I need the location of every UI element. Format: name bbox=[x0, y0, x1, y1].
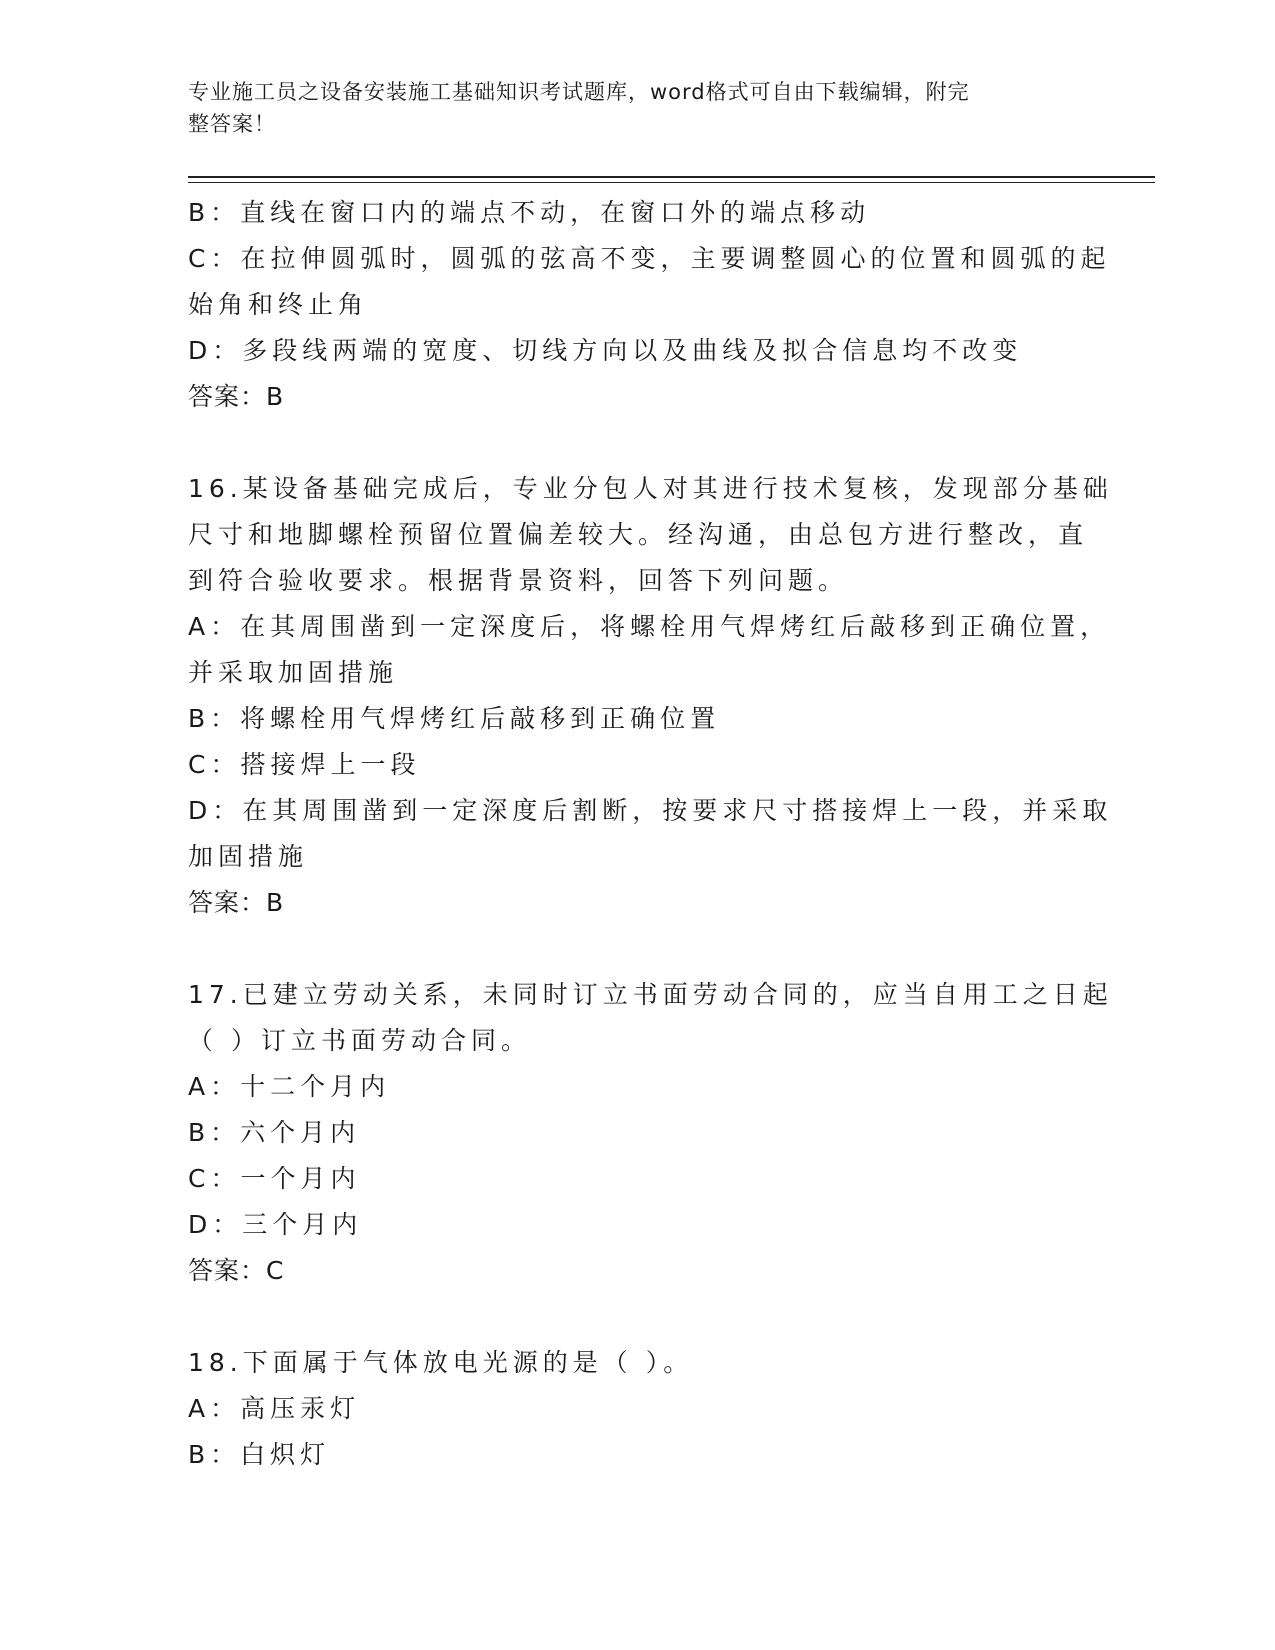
option-line: D：在其周围凿到一定深度后割断，按要求尺寸搭接焊上一段，并采取 bbox=[188, 796, 1113, 825]
answer-line: 答案：C bbox=[188, 1256, 285, 1285]
question-stem-line: 18.下面属于气体放电光源的是（ ）。 bbox=[188, 1348, 694, 1377]
spacer bbox=[188, 1294, 1088, 1340]
question-15-tail bbox=[188, 190, 1111, 420]
question-16 bbox=[188, 466, 1113, 926]
question-stem-line: 尺寸和地脚螺栓预留位置偏差较大。经沟通，由总包方进行整改，直 bbox=[188, 520, 1089, 549]
option-line: A：十二个月内 bbox=[188, 1072, 391, 1101]
question-18 bbox=[188, 1340, 1088, 1478]
question-stem-line: 16.某设备基础完成后，专业分包人对其进行技术复核，发现部分基础 bbox=[188, 474, 1113, 503]
document-header bbox=[188, 76, 1068, 140]
option-line: B：将螺栓用气焊烤红后敲移到正确位置 bbox=[188, 704, 721, 733]
option-line: C：搭接焊上一段 bbox=[188, 750, 421, 779]
option-line: B：直线在窗口内的端点不动，在窗口外的端点移动 bbox=[188, 198, 871, 227]
option-line: 加固措施 bbox=[188, 842, 309, 871]
option-line: B：六个月内 bbox=[188, 1118, 361, 1147]
option-line: A：在其周围凿到一定深度后，将螺栓用气焊烤红后敲移到正确位置， bbox=[188, 612, 1111, 641]
option-line: C：一个月内 bbox=[188, 1164, 361, 1193]
option-line: C：在拉伸圆弧时，圆弧的弦高不变，主要调整圆心的位置和圆弧的起 bbox=[188, 244, 1111, 273]
option-line: B：白炽灯 bbox=[188, 1440, 331, 1469]
answer-line: 答案：B bbox=[188, 888, 285, 917]
header-title-line-2: 整答案！ bbox=[188, 112, 276, 136]
header-title-line-1: 专业施工员之设备安装施工基础知识考试题库，word格式可自由下载编辑，附完 bbox=[188, 80, 970, 104]
answer-line: 答案：B bbox=[188, 382, 285, 411]
question-stem-line: （ ）订立书面劳动合同。 bbox=[188, 1026, 531, 1055]
header-divider-thin bbox=[188, 182, 1155, 183]
question-17 bbox=[188, 972, 1113, 1294]
spacer bbox=[188, 420, 1088, 466]
option-line: D：三个月内 bbox=[188, 1210, 363, 1239]
header-divider-thick bbox=[188, 176, 1155, 178]
option-line: 始角和终止角 bbox=[188, 290, 369, 319]
option-line: D：多段线两端的宽度、切线方向以及曲线及拟合信息均不改变 bbox=[188, 336, 1023, 365]
question-stem-line: 到符合验收要求。根据背景资料，回答下列问题。 bbox=[188, 566, 849, 595]
option-line: A：高压汞灯 bbox=[188, 1394, 361, 1423]
question-list bbox=[188, 190, 1113, 1478]
option-line: 并采取加固措施 bbox=[188, 658, 399, 687]
question-stem-line: 17.已建立劳动关系，未同时订立书面劳动合同的，应当自用工之日起 bbox=[188, 980, 1113, 1009]
spacer bbox=[188, 926, 1088, 972]
